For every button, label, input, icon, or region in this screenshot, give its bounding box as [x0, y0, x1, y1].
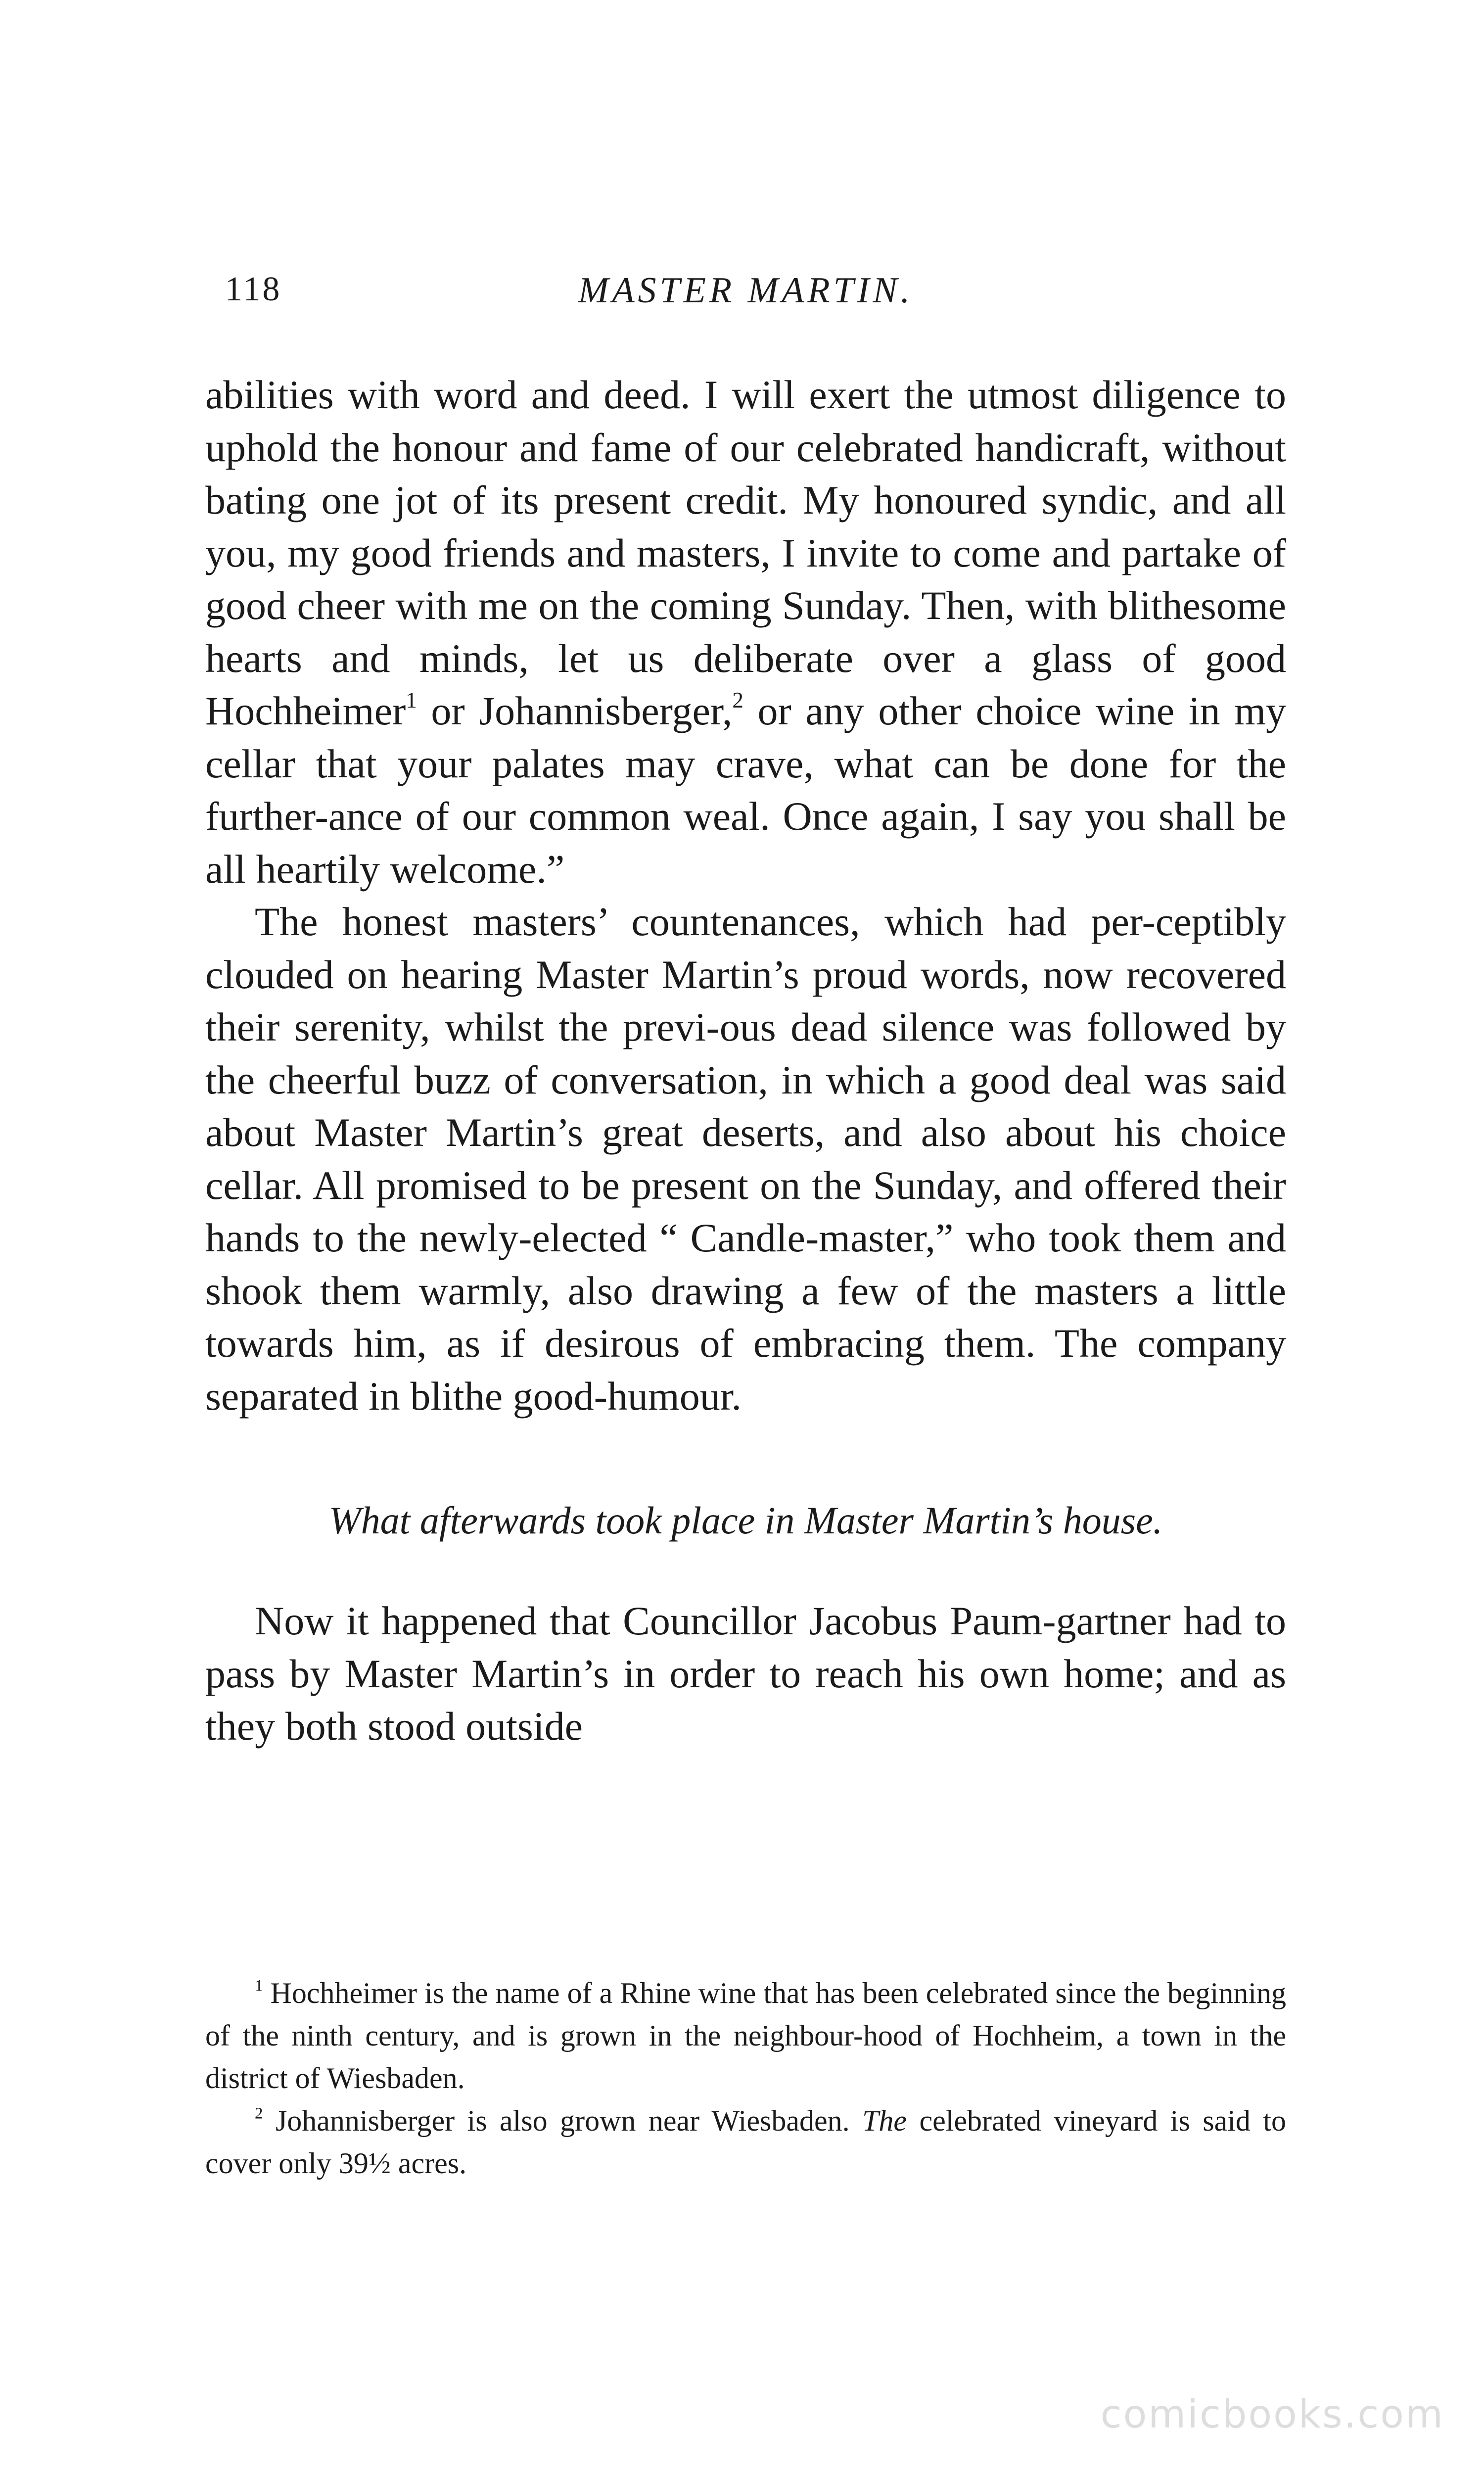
paragraph: The honest masters’ countenances, which had per-ceptibly clouded on hearing Master Martin’s proud words, now recovered their serenity, whilst the previ-ous dead silence was followed by the cheerful buzz of conversation, in which a good deal was said about Master Martin’s great deserts, and also about his choice cellar. All promised to be present on the Sunday, and offered their hands to the newly-elected “ Candle-master,” who took them and shook them warmly, also drawing a few of the masters a little towards him, as if desirous of embracing them. The company separated in blithe good-humour.	[205, 899, 1286, 1419]
paragraph-text: or any other choice wine in my cellar that your palates may crave, what can be done for the further-ance of our common weal. Once again, I say you shall be all heartily welcome.”	[205, 688, 1286, 892]
paragraph: Now it happened that Councillor Jacobus Paum-gartner had to pass by Master Martin’s in order to reach his own home; and as they both stood outside	[205, 1598, 1286, 1749]
footnote-emphasis: The	[862, 2104, 907, 2137]
footnote-ref-1: 1	[406, 688, 417, 713]
paragraph-continued	[205, 369, 1286, 896]
footnote-text: celebrated vineyard is said to cover only 39½ acres.	[205, 2104, 1286, 2180]
section-heading: What afterwards took place in Master Martin’s house.	[328, 1499, 1163, 1542]
footnote-text: Johannisberger is also grown near Wiesbaden.	[263, 2104, 863, 2137]
paragraph-text: abilities with word and deed. I will exert the utmost diligence to uphold the honour and fame of our celebrated handicraft, without bating one jot of its present credit. My honoured syndic, and all you, my good friends and masters, I invite to come and partake of good cheer with me on the coming Sunday. Then, with blithesome hearts and minds, let us deliberate over a glass of good Hochheimer	[205, 372, 1286, 733]
page-header	[205, 270, 1286, 324]
body-text	[205, 369, 1286, 1753]
footnote-marker: 1	[255, 1977, 263, 1995]
footnote-marker: 2	[255, 2104, 263, 2123]
page-number: 118	[225, 270, 282, 308]
footnotes	[205, 1972, 1286, 2185]
paragraph-text: or Johannisberger,	[417, 688, 733, 733]
footnote-text: Hochheimer is the name of a Rhine wine that has been celebrated since the beginning of the ninth century, and is grown in the neighbour-hood of Hochheim, a town in the district of Wiesbaden.	[205, 1977, 1286, 2094]
footnote-ref-2: 2	[732, 688, 743, 713]
footnote-1	[205, 1972, 1286, 2099]
watermark: comicbooks.com	[1100, 2392, 1444, 2437]
running-head: MASTER MARTIN.	[578, 270, 914, 311]
footnote-2	[205, 2099, 1286, 2185]
